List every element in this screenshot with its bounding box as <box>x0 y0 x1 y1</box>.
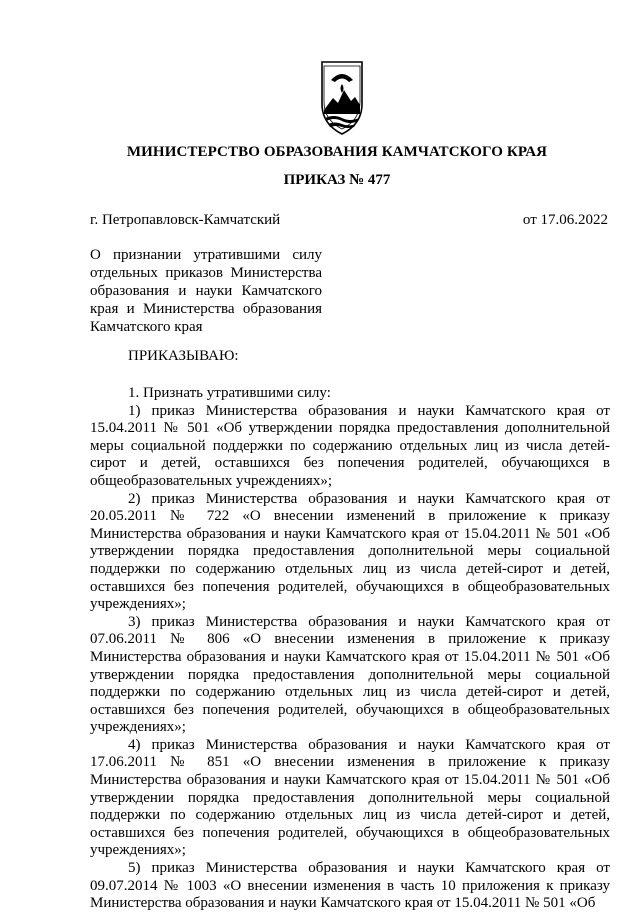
coat-of-arms-icon <box>318 58 366 136</box>
paragraph: 3) приказ Министерства образования и науки Камчатского края от 07.06.2011 № 806 «О внесении изменения в приложение к приказу Министерства образования и науки Камчатского края от 15.04.2011 № 501 «Об утверждении порядка предоставления дополнительной меры социальной поддержки по содержанию отдельных лиц из числа детей-сирот и детей, оставшихся без попечения родителей, обучающихся в общеобразовательных учреждениях»; <box>90 613 610 736</box>
order-date: от 17.06.2022 <box>522 212 608 228</box>
order-directive: ПРИКАЗЫВАЮ: <box>128 348 239 364</box>
paragraph: 4) приказ Министерства образования и науки Камчатского края от 17.06.2011 № 851 «О внесении изменения в приложение к приказу Министерства образования и науки Камчатского края от 15.04.2011 № 501 «Об утверждении порядка предоставления дополнительной меры социальной поддержки по содержанию отдельных лиц из числа детей-сирот и детей, оставшихся без попечения родителей, обучающихся в общеобразовательных учреждениях»; <box>90 736 610 859</box>
order-title: ПРИКАЗ № 477 <box>283 172 391 188</box>
paragraph: 1. Признать утратившими силу: <box>128 385 331 401</box>
city-name: г. Петропавловск-Камчатский <box>90 212 281 228</box>
ministry-name: МИНИСТЕРСТВО ОБРАЗОВАНИЯ КАМЧАТСКОГО КРАЯ <box>126 144 548 160</box>
paragraph: 5) приказ Министерства образования и науки Камчатского края от 09.07.2014 № 1003 «О внесении изменения в часть 10 приложения к приказу Министерства образования и науки Камчатского края от 15.04.2011 № 501 «Об <box>90 860 610 912</box>
paragraph: 2) приказ Министерства образования и науки Камчатского края от 20.05.2011 № 722 «О внесении изменений в приложение к приказу Министерства образования и науки Камчатского края от 15.04.2011 № 501 «Об утверждении порядка предоставления дополнительной меры социальной поддержки по содержанию отдельных лиц из числа детей-сирот и детей, оставшихся без попечения родителей, обучающихся в общеобразовательных учреждениях»; <box>90 490 610 613</box>
order-body <box>90 385 610 913</box>
paragraph: 1) приказ Министерства образования и науки Камчатского края от 15.04.2011 № 501 «Об утверждении порядка предоставления дополнительной меры социальной поддержки по содержанию отдельных лиц из числа детей-сирот и детей, оставшихся без попечения родителей, обучающихся в общеобразовательных учреждениях»; <box>90 402 610 489</box>
order-subject: О признании утратившими силу отдельных приказов Министерства образования и науки Камчатского края и Министерства образования Камчатского края <box>90 247 322 335</box>
